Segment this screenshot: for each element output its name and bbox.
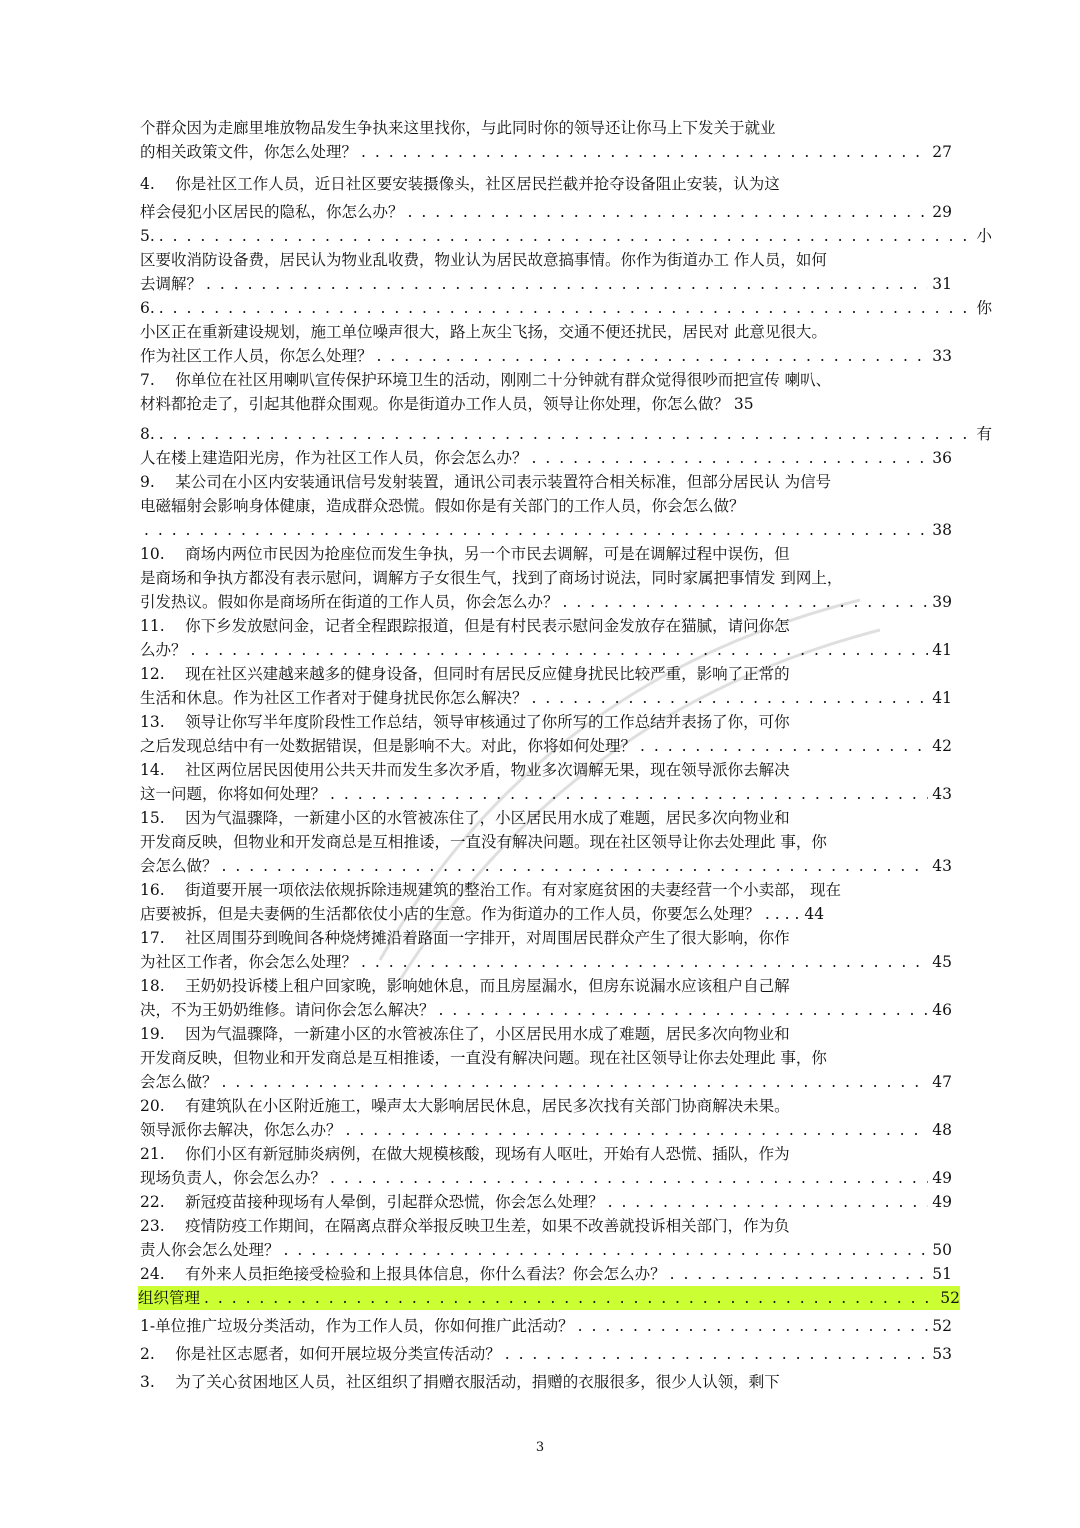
toc-line [140, 1094, 992, 1118]
toc-page: 52 [940, 1289, 960, 1307]
toc-text: 开发商反映，但物业和开发商总是互相推诿，一直没有解决问题。现在社区领导让你去处理此 事，你 [140, 1049, 827, 1067]
toc-page: 48 [932, 1121, 952, 1139]
toc-entry[interactable] [140, 344, 992, 368]
toc-entry[interactable] [140, 518, 992, 542]
toc-text: 3. 为了关心贫困地区人员，社区组织了捐赠衣服活动，捐赠的衣服很多，很少人认领，剩下 [140, 1373, 780, 1391]
toc-line [140, 830, 992, 854]
toc-entry[interactable] [140, 638, 992, 662]
toc-text: 18. 王奶奶投诉楼上租户回家晚，影响她休息，而且房屋漏水，但房东说漏水应该租户自己解 [140, 977, 790, 995]
toc-entry[interactable] [140, 998, 992, 1022]
toc-text: 24. 有外来人员拒绝接受检验和上报具体信息，你什么看法？你会怎么办？ [140, 1265, 666, 1283]
toc-page: 41 [932, 641, 952, 659]
toc-entry[interactable] [140, 782, 992, 806]
toc-page: 49 [932, 1193, 952, 1211]
toc-line [140, 1046, 992, 1070]
toc-text: 决，不为王奶奶维修。请问你会怎么解决？ [140, 1001, 435, 1019]
toc-line [140, 470, 992, 494]
section-title: 组织管理 [138, 1289, 201, 1307]
toc-line [140, 662, 992, 686]
leader-dots [159, 296, 973, 320]
toc-page: 41 [932, 689, 952, 707]
toc-text: 电磁辐射会影响身体健康，造成群众恐慌。假如你是有关部门的工作人员，你会怎么做？ [140, 497, 745, 515]
toc-entry[interactable] [140, 854, 992, 878]
toc-line [140, 806, 992, 830]
toc-text: 8. [140, 425, 155, 443]
toc-text: 12. 现在社区兴建越来越多的健身设备，但同时有居民反应健身扰民比较严重，影响了正常的 [140, 665, 790, 683]
leader-dots [532, 686, 929, 710]
toc-page: 47 [932, 1073, 952, 1091]
toc-line [140, 368, 992, 392]
toc-text: 19. 因为气温骤降，一新建小区的水管被冻住了，小区居民用水成了难题，居民多次向物业和 [140, 1025, 790, 1043]
leader-dots [505, 1342, 929, 1366]
toc-page: 43 [932, 785, 952, 803]
toc-text: 7. 你单位在社区用喇叭宣传保护环境卫生的活动，刚刚二十分钟就有群众觉得很吵而把宣传 喇叭、 [140, 371, 832, 389]
toc-text: 引发热议。假如你是商场所在街道的工作人员，你会怎么办？ [140, 593, 559, 611]
toc-line [140, 878, 992, 902]
leader-dots [222, 1070, 929, 1094]
toc-text: 10. 商场内两位市民因为抢座位而发生争执，另一个市民去调解，可是在调解过程中误伤，但 [140, 545, 790, 563]
toc-page: 46 [932, 1001, 952, 1019]
toc-text: 21. 你们小区有新冠肺炎病例，在做大规模核酸，现场有人呕吐，开始有人恐慌、插队，作为 [140, 1145, 790, 1163]
leader-dots [361, 950, 928, 974]
toc-entry[interactable] [140, 272, 992, 296]
leader-dots [222, 854, 929, 878]
toc-entry[interactable] [140, 950, 992, 974]
toc-line [140, 542, 992, 566]
leader-dots [532, 446, 929, 470]
toc-text: 会怎么做？ [140, 1073, 218, 1091]
toc-text: 是商场和争执方都没有表示慰问，调解方子女很生气，找到了商场讨说法，同时家属把事情发 到网上， [140, 569, 843, 587]
toc-line [140, 1214, 992, 1238]
toc-line [140, 614, 992, 638]
toc-page: 45 [932, 953, 952, 971]
toc-text: 22. 新冠疫苗接种现场有人晕倒，引起群众恐慌，你会怎么处理？ [140, 1193, 604, 1211]
toc-line[interactable] [140, 902, 992, 926]
toc-text: 会怎么做？ [140, 857, 218, 875]
toc-text: 个群众因为走廊里堆放物品发生争执来这里找你，与此同时你的领导还让你马上下发关于就业 [140, 119, 776, 137]
toc-text: 23. 疫情防疫工作期间，在隔离点群众举报反映卫生差，如果不改善就投诉相关部门，作为负 [140, 1217, 790, 1235]
leader-dots [206, 272, 928, 296]
table-of-contents [140, 116, 992, 1394]
toc-line[interactable] [140, 1370, 992, 1394]
toc-text: 区要收消防设备费，居民认为物业乱收费，物业认为居民故意搞事情。你作为街道办工 作人员，如何 [140, 251, 827, 269]
toc-entry[interactable] [140, 224, 992, 248]
leader-dots [191, 638, 929, 662]
toc-text: 1-单位推广垃圾分类活动，作为工作人员，你如何推广此活动？ [140, 1317, 574, 1335]
toc-page: 27 [932, 143, 952, 161]
leader-dots [330, 782, 928, 806]
toc-entry[interactable] [140, 590, 992, 614]
toc-page: 31 [932, 275, 952, 293]
leader-dots [640, 734, 928, 758]
toc-text: 作为社区工作人员，你怎么处理？ [140, 347, 373, 365]
toc-text: 责人你会怎么处理？ [140, 1241, 280, 1259]
toc-text: 17. 社区周围芬到晚间各种烧烤摊沿着路面一字排开，对周围居民群众产生了很大影响，你作 [140, 929, 790, 947]
toc-text: 14. 社区两位居民因使用公共天井而发生多次矛盾，物业多次调解无果，现在领导派你去解决 [140, 761, 790, 779]
leader-dots [284, 1238, 929, 1262]
leader-dots [204, 1286, 936, 1310]
toc-text: 小区正在重新建设规划，施工单位噪声很大，路上灰尘飞扬，交通不便还扰民，居民对 此意见很大。 [140, 323, 827, 341]
toc-entry[interactable] [140, 1118, 992, 1142]
leader-dots [346, 1118, 929, 1142]
toc-page: 50 [932, 1241, 952, 1259]
toc-text: 人在楼上建造阳光房，作为社区工作人员，你会怎么办？ [140, 449, 528, 467]
toc-line [140, 566, 992, 590]
toc-text: 这一问题，你将如何处理？ [140, 785, 327, 803]
toc-page: 42 [932, 737, 952, 755]
toc-text: 领导派你去解决，你怎么办？ [140, 1121, 342, 1139]
toc-entry[interactable] [140, 686, 992, 710]
leader-dots [330, 1166, 928, 1190]
toc-page: 你 [976, 299, 992, 317]
toc-section-heading[interactable] [138, 1286, 960, 1310]
toc-text: 15. 因为气温骤降，一新建小区的水管被冻住了，小区居民用水成了难题，居民多次向物业和 [140, 809, 790, 827]
leader-dots [377, 344, 929, 368]
toc-line [140, 172, 992, 196]
leader-dots [361, 140, 928, 164]
leader-dots [563, 590, 929, 614]
toc-page: 52 [932, 1317, 952, 1335]
toc-page: 43 [932, 857, 952, 875]
toc-page: 53 [932, 1345, 952, 1363]
toc-line [140, 1142, 992, 1166]
toc-text: 9. 某公司在小区内安装通讯信号发射装置，通讯公司表示装置符合相关标准，但部分居民认 为信号 [140, 473, 832, 491]
toc-entry[interactable] [140, 1166, 992, 1190]
toc-text: 材料都抢走了，引起其他群众围观。你是街道办工作人员，领导让你处理，你怎么做？ 35 [140, 395, 754, 413]
toc-entry[interactable] [140, 1190, 992, 1214]
toc-line [140, 320, 992, 344]
toc-line [140, 974, 992, 998]
toc-entry[interactable] [140, 734, 992, 758]
toc-text: 现场负责人，你会怎么办？ [140, 1169, 327, 1187]
toc-page: 有 [976, 425, 992, 443]
leader-dots [159, 422, 973, 446]
toc-text: 开发商反映，但物业和开发商总是互相推诿，一直没有解决问题。现在社区领导让你去处理此 事，你 [140, 833, 827, 851]
toc-line[interactable] [140, 392, 992, 416]
toc-entry[interactable] [140, 446, 992, 470]
leader-dots [159, 224, 973, 248]
toc-entry[interactable] [140, 1262, 992, 1286]
toc-line [140, 248, 992, 272]
leader-dots [408, 200, 929, 224]
leader-dots [608, 1190, 929, 1214]
toc-text: 么办？ [140, 641, 187, 659]
toc-text: 20. 有建筑队在小区附近施工，噪声太大影响居民休息，居民多次找有关部门协商解决未果。 [140, 1097, 790, 1115]
toc-page: 39 [932, 593, 952, 611]
leader-dots [578, 1314, 929, 1338]
toc-page: 51 [932, 1265, 952, 1283]
toc-entry[interactable] [140, 296, 992, 320]
toc-line [140, 926, 992, 950]
toc-line [140, 116, 992, 140]
toc-line [140, 494, 992, 518]
toc-entry[interactable] [140, 200, 992, 224]
toc-page: 49 [932, 1169, 952, 1187]
toc-line [140, 710, 992, 734]
toc-entry[interactable] [140, 1070, 992, 1094]
toc-page: 33 [932, 347, 952, 365]
toc-text: 去调解？ [140, 275, 203, 293]
leader-dots [439, 998, 929, 1022]
toc-entry[interactable] [140, 140, 992, 164]
toc-line [140, 1022, 992, 1046]
toc-entry[interactable] [140, 1314, 992, 1338]
toc-text: 店要被拆，但是夫妻俩的生活都依仗小店的生意。作为街道办的工作人员，你要怎么处理？ . . . . 44 [140, 905, 825, 923]
toc-text: 2. 你是社区志愿者，如何开展垃圾分类宣传活动？ [140, 1345, 501, 1363]
toc-text: 16. 街道要开展一项依法依规拆除违规建筑的整治工作。有对家庭贫困的夫妻经营一个小卖部， 现在 [140, 881, 842, 899]
leader-dots [144, 518, 928, 542]
toc-line [140, 758, 992, 782]
toc-text: 样会侵犯小区居民的隐私，你怎么办？ [140, 203, 404, 221]
toc-text: 6. [140, 299, 155, 317]
toc-text: 的相关政策文件，你怎么处理？ [140, 143, 358, 161]
toc-page: 36 [932, 449, 952, 467]
toc-text: 13. 领导让你写半年度阶段性工作总结，领导审核通过了你所写的工作总结并表扬了你，可你 [140, 713, 790, 731]
toc-entry[interactable] [140, 422, 992, 446]
toc-text: 为社区工作者，你会怎么处理？ [140, 953, 358, 971]
leader-dots [670, 1262, 929, 1286]
toc-text: 之后发现总结中有一处数据错误，但是影响不大。对此，你将如何处理？ [140, 737, 637, 755]
toc-text: 5. [140, 227, 155, 245]
toc-text: 4. 你是社区工作人员，近日社区要安装摄像头，社区居民拦截并抢夺设备阻止安装，认为这 [140, 175, 780, 193]
toc-text: 11. 你下乡发放慰问金，记者全程跟踪报道，但是有村民表示慰问金发放存在猫腻，请问你怎 [140, 617, 790, 635]
toc-page: 38 [932, 521, 952, 539]
toc-entry[interactable] [140, 1342, 992, 1366]
toc-text: 生活和休息。作为社区工作者对于健身扰民你怎么解决？ [140, 689, 528, 707]
toc-page: 小 [976, 227, 992, 245]
toc-entry[interactable] [140, 1238, 992, 1262]
page-number: 3 [535, 1440, 545, 1455]
toc-page: 29 [932, 203, 952, 221]
